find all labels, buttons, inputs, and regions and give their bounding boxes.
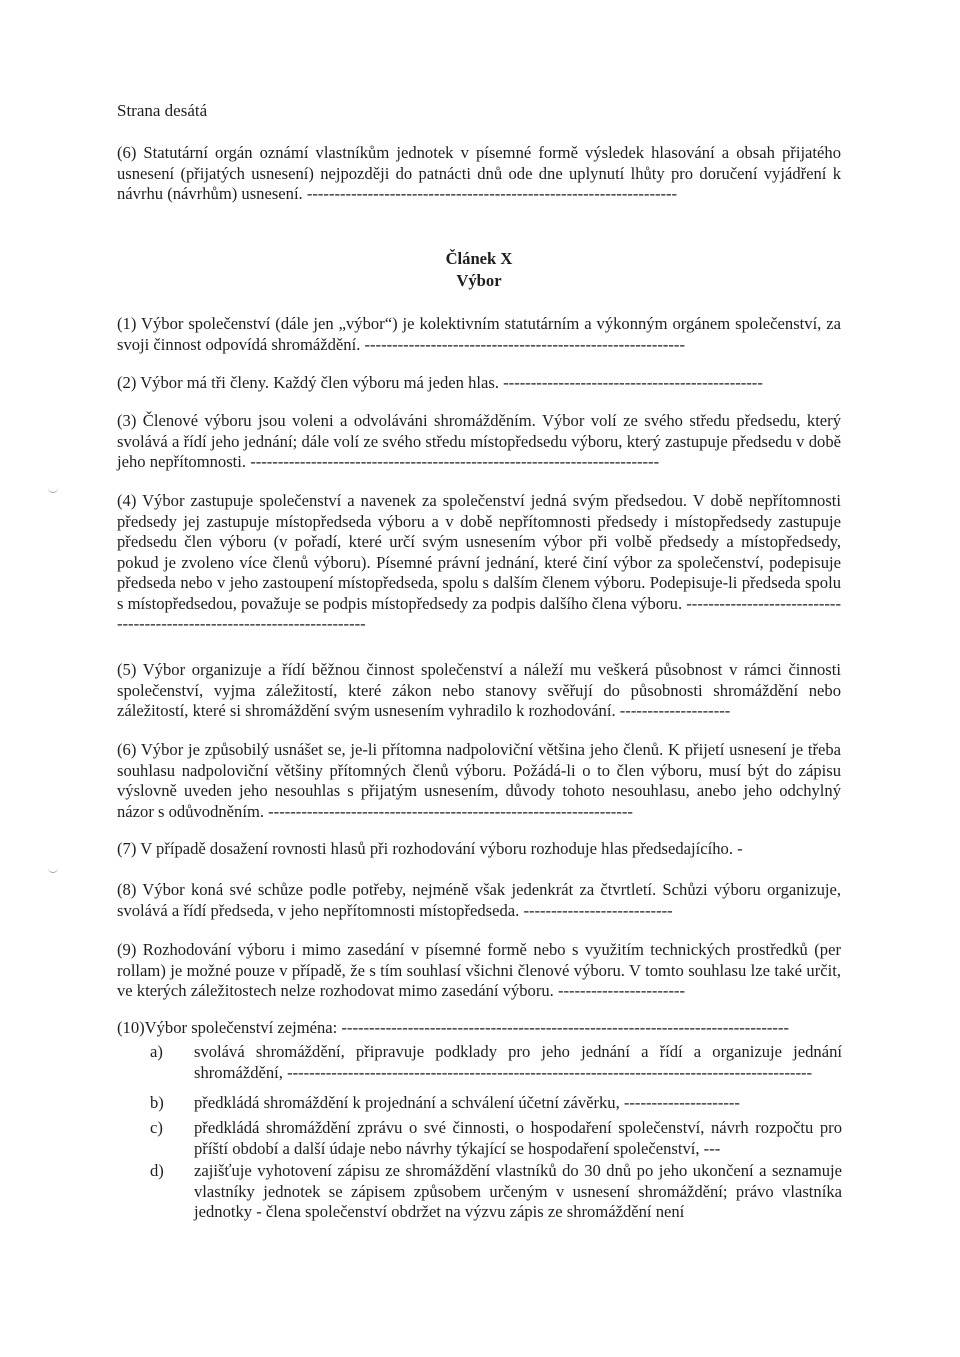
list-marker: c) [150,1118,163,1137]
paragraph-1: (1) Výbor společenství (dále jen „výbor“) je kolektivním statutárním a výkonným orgánem společenství, za svoji činnost odpovídá shromáždění. ---------------------------------------------------------- [117,314,841,354]
list-marker: d) [150,1161,164,1180]
list-text: svolává shromáždění, připravuje podklady pro jeho jednání a řídí a organizuje jednání shromáždění, ----------------------------------------------------------------------------------------------- [194,1042,842,1082]
list-text: předkládá shromáždění zprávu o své činnosti, o hospodaření společenství, návrh rozpočtu pro příští období a další údaje nebo návrhy týkající se hospodaření společenství, --- [194,1118,842,1158]
list-text: předkládá shromáždění k projednání a schválení účetní závěrku, --------------------- [194,1093,740,1112]
punch-hole-mark [48,486,58,493]
paragraph-6: (6) Výbor je způsobilý usnášet se, je-li přítomna nadpoloviční většina jeho členů. K přijetí usnesení je třeba souhlasu nadpoloviční většiny přítomných členů výboru. Požádá-li o to člen výboru, musí být do zápisu výslovně uveden jeho nesouhlas s přijatým usnesením, důvody tohoto nesouhlasu, anebo jeho odchylný názor s odůvodněním. ------------------------------------------------------------------ [117,740,841,821]
paragraph-2: (2) Výbor má tři členy. Každý člen výboru má jeden hlas. ----------------------------------------------- [117,373,763,392]
paragraph-9: (9) Rozhodování výboru i mimo zasedání v písemné formě nebo s využitím technických prostředků (per rollam) je možné pouze v případě, že s tím souhlasí všichni členové výboru. V tomto souhlasu lze také určit, ve kterých záležitostech nelze rozhodovat mimo zasedání výboru. ----------------------- [117,940,841,1000]
article-title: Výbor [456,271,502,290]
list-marker: b) [150,1093,164,1112]
paragraph-10-intro: (10)Výbor společenství zejména: --------------------------------------------------------------------------------- [117,1018,789,1037]
punch-hole-mark [48,866,58,873]
paragraph-5: (5) Výbor organizuje a řídí běžnou činnost společenství a náleží mu veškerá působnost v rámci činnosti společenství, vyjma záležitostí, které zákon nebo stanovy svěřují do působnosti shromáždění nebo záležitostí, které si shromáždění svým usnesením vyhradilo k rozhodování. -------------------- [117,660,841,720]
paragraph-8: (8) Výbor koná své schůze podle potřeby, nejméně však jedenkrát za čtvrtletí. Schůzi výboru organizuje, svolává a řídí předseda, v jeho nepřítomnosti místopředseda. --------------------------- [117,880,841,920]
paragraph-7: (7) V případě dosažení rovnosti hlasů při rozhodování výboru rozhoduje hlas předsedajícího. - [117,839,743,858]
paragraph-3: (3) Členové výboru jsou voleni a odvoláváni shromážděním. Výbor volí ze svého středu předsedu, který svolává a řídí jeho jednání; dále volí ze svého středu místopředsedu výboru, který zastupuje předsedu v době jeho nepřítomnosti. -------------------------------------------------------------------------- [117,411,841,471]
list-text: zajišťuje vyhotovení zápisu ze shromáždění vlastníků do 30 dnů po jeho ukončení a seznamuje vlastníky jednotek se zápisem způsobem určeným v usnesení shromáždění; právo vlastníka jednotky - člena společenství obdržet na výzvu zápis ze shromáždění není [194,1161,842,1221]
page-header: Strana desátá [117,101,208,120]
list-marker: a) [150,1042,163,1061]
list-item-a [150,1042,842,1083]
paragraph-6-previous-article: (6) Statutární orgán oznámí vlastníkům jednotek v písemné formě výsledek hlasování a obsah přijatého usnesení (přijatých usnesení) nejpozději do patnácti dnů ode dne uplynutí lhůty pro doručení vyjádření k návrhu (návrhům) usnesení. ------------------------------------------------------------------- [117,143,841,203]
paragraph-4: (4) Výbor zastupuje společenství a navenek za společenství jedná svým předsedou. V době nepřítomnosti předsedy jej zastupuje místopředseda výboru a v době nepřítomnosti předsedy i místopředsedy zastupuje předsedu člen výboru (v pořadí, které určí svým usnesením výbor při volbě předsedy a místopředsedy, pokud je zvoleno více členů výboru). Písemné právní jednání, které činí výbor za společenství, podepisuje předseda nebo v jeho zastoupení místopředseda, spolu s dalším členem výboru. Podepisuje-li předseda spolu s místopředsedou, považuje se podpis místopředsedy za podpis dalšího člena výboru. ------------------------------------------------------------------------- [117,491,841,633]
article-number: Článek X [445,249,513,268]
list-item-c [150,1118,842,1159]
list-item-b [150,1093,842,1114]
list-item-d [150,1161,842,1223]
